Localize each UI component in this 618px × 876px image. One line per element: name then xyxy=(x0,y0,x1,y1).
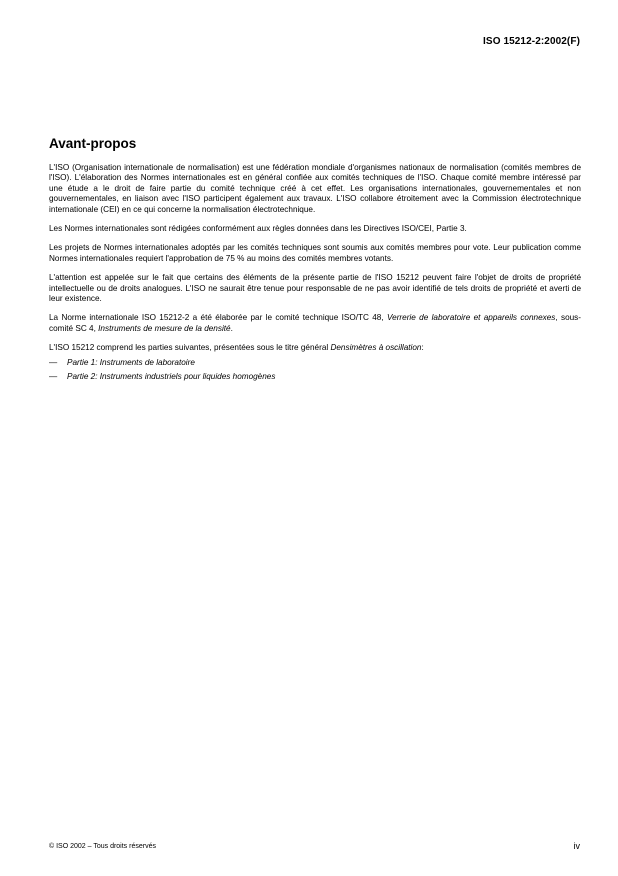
list-item-part-2: Partie 2: Instruments industriels pour liquides homogènes xyxy=(67,372,276,382)
copyright-notice: © ISO 2002 – Tous droits réservés xyxy=(49,843,156,850)
committee-text-2: , sous-comité SC 4, xyxy=(49,313,582,333)
paragraph-parts-intro xyxy=(49,343,581,353)
list-item xyxy=(49,358,581,368)
paragraph-patent-rights: L'attention est appelée sur le fait que certains des éléments de la présente partie de l'ISO 15212 peuvent faire l'objet de droits de propriété intellectuelle ou de droits analogues. L'ISO ne saurait être tenue pour responsable de ne pas avoir identifié de tels droits de propriété et averti de leur existence. xyxy=(49,273,581,304)
subcommittee-title: Instruments de mesure de la densité xyxy=(98,323,231,333)
list-dash: — xyxy=(49,357,58,367)
paragraph-vote: Les projets de Normes internationales adoptés par les comités techniques sont soumis aux comités membres pour vote. Leur publication comme Normes internationales requiert l'approbation de 75 % au moins des comités membres votants. xyxy=(49,243,581,263)
document-id: ISO 15212-2:2002(F) xyxy=(483,36,580,47)
list-dash: — xyxy=(49,372,58,382)
foreword-section xyxy=(49,136,581,387)
paragraph-directives: Les Normes internationales sont rédigées conformément aux règles données dans les Directives ISO/CEI, Partie 3. xyxy=(49,224,467,234)
section-title: Avant-propos xyxy=(49,136,137,151)
list-item xyxy=(49,372,581,382)
general-title: Densimètres à oscillation xyxy=(330,343,422,353)
parts-intro-colon: : xyxy=(421,343,424,353)
paragraph-committee xyxy=(49,313,581,334)
committee-text-3: . xyxy=(230,323,233,333)
page-number: iv xyxy=(573,841,580,851)
list-item-part-1: Partie 1: Instruments de laboratoire xyxy=(67,357,195,367)
committee-title: Verrerie de laboratoire et appareils connexes xyxy=(386,313,556,323)
parts-intro-text: L'ISO 15212 comprend les parties suivantes, présentées sous le titre général xyxy=(49,343,331,353)
paragraph-iso-intro: L'ISO (Organisation internationale de normalisation) est une fédération mondiale d'organismes nationaux de normalisation (comités membres de l'ISO). L'élaboration des Normes internationales est en général confiée aux comités techniques de l'ISO. Chaque comité membre intéressé par une étude a le droit de faire partie du comité technique créé à cet effet. Les organisations internationales, gouvernementales et non gouvernementales, en liaison avec l'ISO participent également aux travaux. L'ISO collabore étroitement avec la Commission électrotechnique internationale (CEI) en ce qui concerne la normalisation électrotechnique. xyxy=(49,163,581,214)
committee-text-1: La Norme internationale ISO 15212-2 a été élaborée par le comité technique ISO/TC 48, xyxy=(49,313,387,323)
